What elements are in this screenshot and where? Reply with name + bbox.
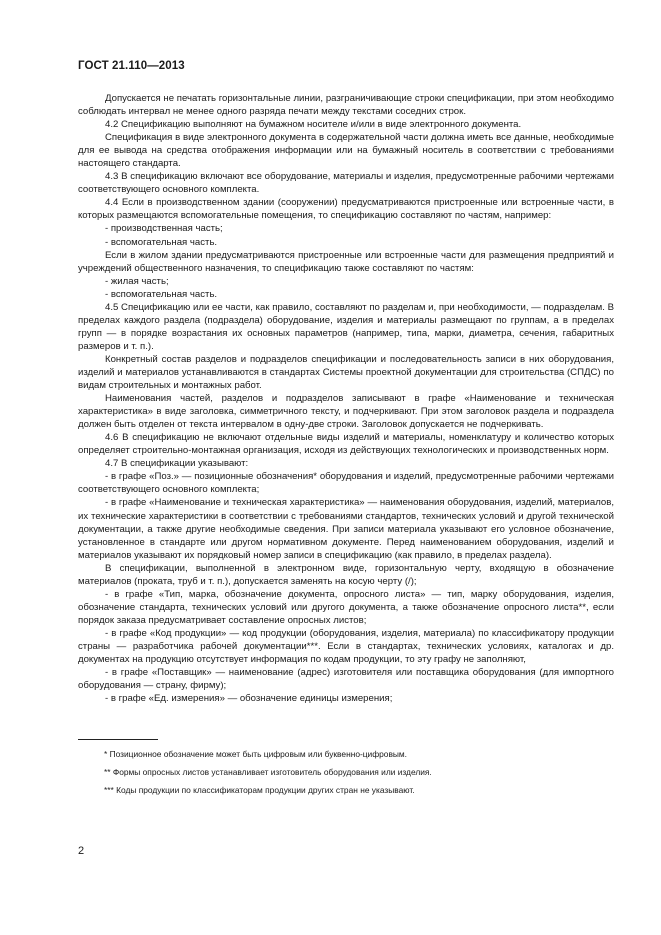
list-item: - в графе «Наименование и техническая характеристика» — наименования оборудования, изделий, материалов, их технические характеристики в соответствии с требованиями стандартов, технических условий и другой технической документации, а также другие необходимые сведения. При записи материала указывают его условное обозначение, установленное в стандарте или другом нормативном документе. Перед наименованием оборудования, изделий и материалов указывают их порядковый номер записи в спецификацию (как правило, в пределах раздела). (78, 497, 614, 561)
footnote: *** Коды продукции по классификаторам продукции других стран не указывают. (104, 785, 415, 795)
paragraph-4-2: 4.2 Спецификацию выполняют на бумажном носителе и/или в виде электронного документа. (105, 119, 522, 131)
paragraph-4-5: 4.5 Спецификацию или ее части, как правило, составляют по разделам и, при необходимости, — подразделам. В пределах каждого раздела (подраздела) оборудование, изделия и материалы размещают по группам, а в пределах групп — в порядке возрастания их основных параметров (например, типа, марки, диаметра, сечения, габаритных размеров и т. п.). (78, 301, 614, 352)
paragraph-4-6: 4.6 В спецификацию не включают отдельные виды изделий и материалы, номенклатуру и количество которых определяет строительно-монтажная организация, исходя из действующих технологических и производственных норм. (78, 432, 614, 457)
list-item: - вспомогательная часть. (105, 288, 218, 300)
list-item: - в графе «Ед. измерения» — обозначение единицы измерения; (105, 693, 393, 705)
footnote: ** Формы опросных листов устанавливает изготовитель оборудования или изделия. (104, 767, 432, 777)
list-item: - в графе «Поз.» — позиционные обозначения* оборудования и изделий, предусмотренные рабочими чертежами соответствующего основного комплекта; (78, 471, 614, 496)
document-header: ГОСТ 21.110—2013 (78, 60, 185, 72)
paragraph: Спецификация в виде электронного документа в содержательной части должна иметь все данные, необходимые для ее вывода на средства отображения информации или на бумажный носитель в соответствии с требованиями настоящего стандарта. (78, 132, 614, 170)
paragraph: Допускается не печатать горизонтальные линии, разграничивающие строки спецификации, при этом необходимо соблюдать интервал не менее одного разряда печати между текстами соседних строк. (78, 93, 614, 118)
list-item: - в графе «Поставщик» — наименование (адрес) изготовителя или поставщика оборудования (для импортного оборудования — страну, фирму); (78, 667, 614, 692)
paragraph: Если в жилом здании предусматриваются пристроенные или встроенные части для размещения предприятий и учреждений общественного назначения, то спецификацию также составляют по частям: (78, 249, 614, 274)
footnote: * Позиционное обозначение может быть цифровым или буквенно-цифровым. (104, 749, 407, 759)
page-number: 2 (78, 845, 85, 857)
document-body (78, 92, 614, 705)
footnote-divider (78, 739, 158, 740)
footnotes (104, 745, 604, 799)
paragraph: Конкретный состав разделов и подразделов спецификации и последовательность записи в них оборудования, изделий и материалов устанавливаются в стандартах Системы проектной документации для строительства (СПДС) по видам строительных и монтажных работ. (78, 353, 614, 392)
paragraph: Наименования частей, разделов и подразделов записывают в графе «Наименование и техническая характеристика» в виде заголовка, симметричного тексту, и подчеркивают. При этом заголовок раздела и подраздела должен быть отделен от текста интервалом в одну-две строки. Заголовок допускается не подчеркивать. (78, 393, 614, 431)
list-item: - производственная часть; (105, 223, 223, 235)
paragraph: В спецификации, выполненной в электронном виде, горизонтальную черту, входящую в обозначение материалов (проката, труб и т. п.), допускается заменять на косую черту (/); (78, 562, 614, 587)
paragraph-4-4: 4.4 Если в производственном здании (сооружении) предусматриваются пристроенные или встроенные части, в которых размещаются вспомогательные помещения, то спецификацию составляют по частям, например: (78, 197, 614, 222)
list-item: - в графе «Код продукции» — код продукции (оборудования, изделия, материала) по классификатору продукции страны — разработчика рабочей документации***. Если в стандартах, технических условиях, каталогах и др. документах на продукцию отсутствует информация по кодам продукции, то эту графу не заполняют, (78, 627, 614, 666)
list-item: - жилая часть; (105, 275, 169, 287)
list-item: - в графе «Тип, марка, обозначение документа, опросного листа» — тип, марку оборудования, изделия, обозначение стандарта, технических условий или другого документа, а также обозначение опросного листа**, если порядок заказа предусматривает составление опросных листов; (78, 588, 614, 626)
paragraph-4-7: 4.7 В спецификации указывают: (105, 458, 249, 470)
list-item: - вспомогательная часть. (105, 236, 218, 248)
paragraph-4-3: 4.3 В спецификацию включают все оборудование, материалы и изделия, предусмотренные рабочими чертежами соответствующего основного комплекта. (78, 171, 614, 196)
